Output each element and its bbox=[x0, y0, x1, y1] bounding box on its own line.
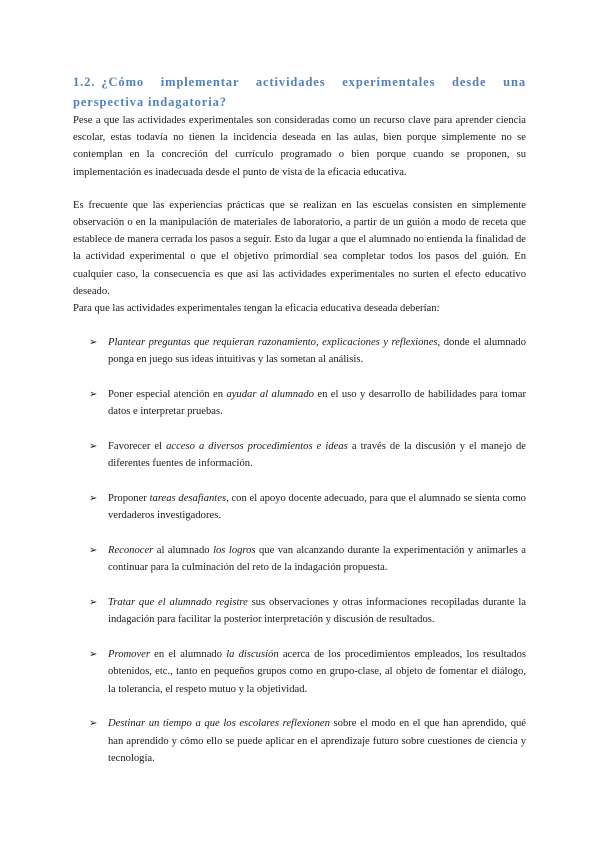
paragraph-list-lead: Para que las actividades experimentales tengan la eficacia educativa deseada deberían: bbox=[73, 303, 440, 315]
list-item bbox=[89, 386, 526, 420]
list-item bbox=[89, 438, 526, 472]
recommendations-list bbox=[73, 334, 526, 767]
list-item-emphasis: la discusión bbox=[226, 649, 279, 661]
list-item-text: Favorecer el bbox=[108, 441, 167, 453]
arrow-bullet-icon: ➢ bbox=[89, 545, 98, 557]
arrow-bullet-icon: ➢ bbox=[89, 493, 98, 505]
list-item-text: Poner especial atención en bbox=[108, 389, 227, 401]
arrow-bullet-icon: ➢ bbox=[89, 337, 98, 349]
list-item bbox=[89, 490, 526, 524]
arrow-bullet-icon: ➢ bbox=[89, 597, 98, 609]
paragraph-practices: Es frecuente que las experiencias prácticas que se realizan en las escuelas consisten en simplemente observación o en la manipulación de materiales de laboratorio, a partir de un guión a modo de receta que establece de manera cerrada los pasos a seguir. Esto da lugar a que el alumnado no entienda la finalidad de la actividad experimental o que el objetivo primordial sea completar todos los pasos del guión. En cualquier caso, la consecuencia es que así las actividades experimentales no surten el efecto educativo deseado. bbox=[73, 199, 526, 297]
arrow-bullet-icon: ➢ bbox=[89, 441, 98, 453]
arrow-bullet-icon: ➢ bbox=[89, 649, 98, 661]
list-item-emphasis: Promover bbox=[108, 649, 150, 661]
list-item-emphasis: Reconocer bbox=[108, 545, 154, 557]
list-item-text: , donde el alumnado ponga en juego sus ideas intuitivas y las sometan al análisis. bbox=[108, 337, 526, 366]
list-item-emphasis: acceso a diversos procedimientos e ideas bbox=[166, 441, 348, 453]
list-item-text: en el alumnado bbox=[149, 649, 227, 661]
section-number: 1.2. bbox=[73, 75, 96, 89]
list-item-text: que van alcanzando durante la experimentación y animarles a continuar para la culminación del reto de la indagación propuesta. bbox=[108, 545, 526, 574]
list-item-text: sus observaciones y otras informaciones recopiladas durante la indagación para facilitar la posterior interpretación y discusión de resultados. bbox=[108, 597, 527, 626]
list-item-text: acerca de los procedimientos empleados, los resultados obtenidos, etc., tanto en pequeños grupos como en grupo-clase, al objeto de fomentar el diálogo, la tolerancia, el respeto mutuo y la objetividad. bbox=[108, 649, 526, 695]
list-item-emphasis: tareas desafiantes bbox=[149, 493, 227, 505]
list-item bbox=[89, 594, 526, 628]
arrow-bullet-icon: ➢ bbox=[89, 389, 98, 401]
list-item-text: Proponer bbox=[108, 493, 150, 505]
section-title: ¿Cómo implementar actividades experimentales desde una perspectiva indagatoria? bbox=[73, 75, 526, 109]
list-item-text: sobre el modo en el que han aprendido, qué han aprendido y cómo ello se puede aplicar en el aprendizaje futuro sobre cuestiones de ciencia y tecnología. bbox=[108, 718, 526, 764]
list-item-emphasis: Plantear preguntas que requieran razonamiento, explicaciones y reflexiones bbox=[108, 337, 438, 349]
list-item bbox=[89, 646, 526, 698]
list-item-text: al alumnado bbox=[153, 545, 214, 557]
list-item-emphasis: Tratar que el alumnado registre bbox=[108, 597, 248, 609]
paragraph-intro: Pese a que las actividades experimentales son consideradas como un recurso clave para aprender ciencia escolar, estas todavía no tienen la incidencia deseada en las aulas, bien porque simplemente no se contemplan en la concreción del currículo programado o bien porque cuando se proponen, su implementación es inadecuada desde el punto de vista de la eficacia educativa. bbox=[73, 115, 526, 178]
list-item-emphasis: los logros bbox=[213, 545, 256, 557]
list-item-emphasis: ayudar al alumnado bbox=[226, 389, 314, 401]
list-item-text: a través de la discusión y el manejo de diferentes fuentes de información. bbox=[108, 441, 526, 470]
list-item bbox=[89, 715, 526, 767]
arrow-bullet-icon: ➢ bbox=[89, 718, 98, 730]
section-heading bbox=[73, 72, 526, 112]
list-item-text: , con el apoyo docente adecuado, para que el alumnado se sienta como verdaderos investigadores. bbox=[108, 493, 526, 522]
list-item-emphasis: Destinar un tiempo a que los escolares reflexionen bbox=[108, 718, 330, 730]
list-item bbox=[89, 542, 526, 576]
list-item bbox=[89, 334, 526, 368]
list-item-text: en el uso y desarrollo de habilidades para tomar datos e interpretar pruebas. bbox=[108, 389, 526, 418]
